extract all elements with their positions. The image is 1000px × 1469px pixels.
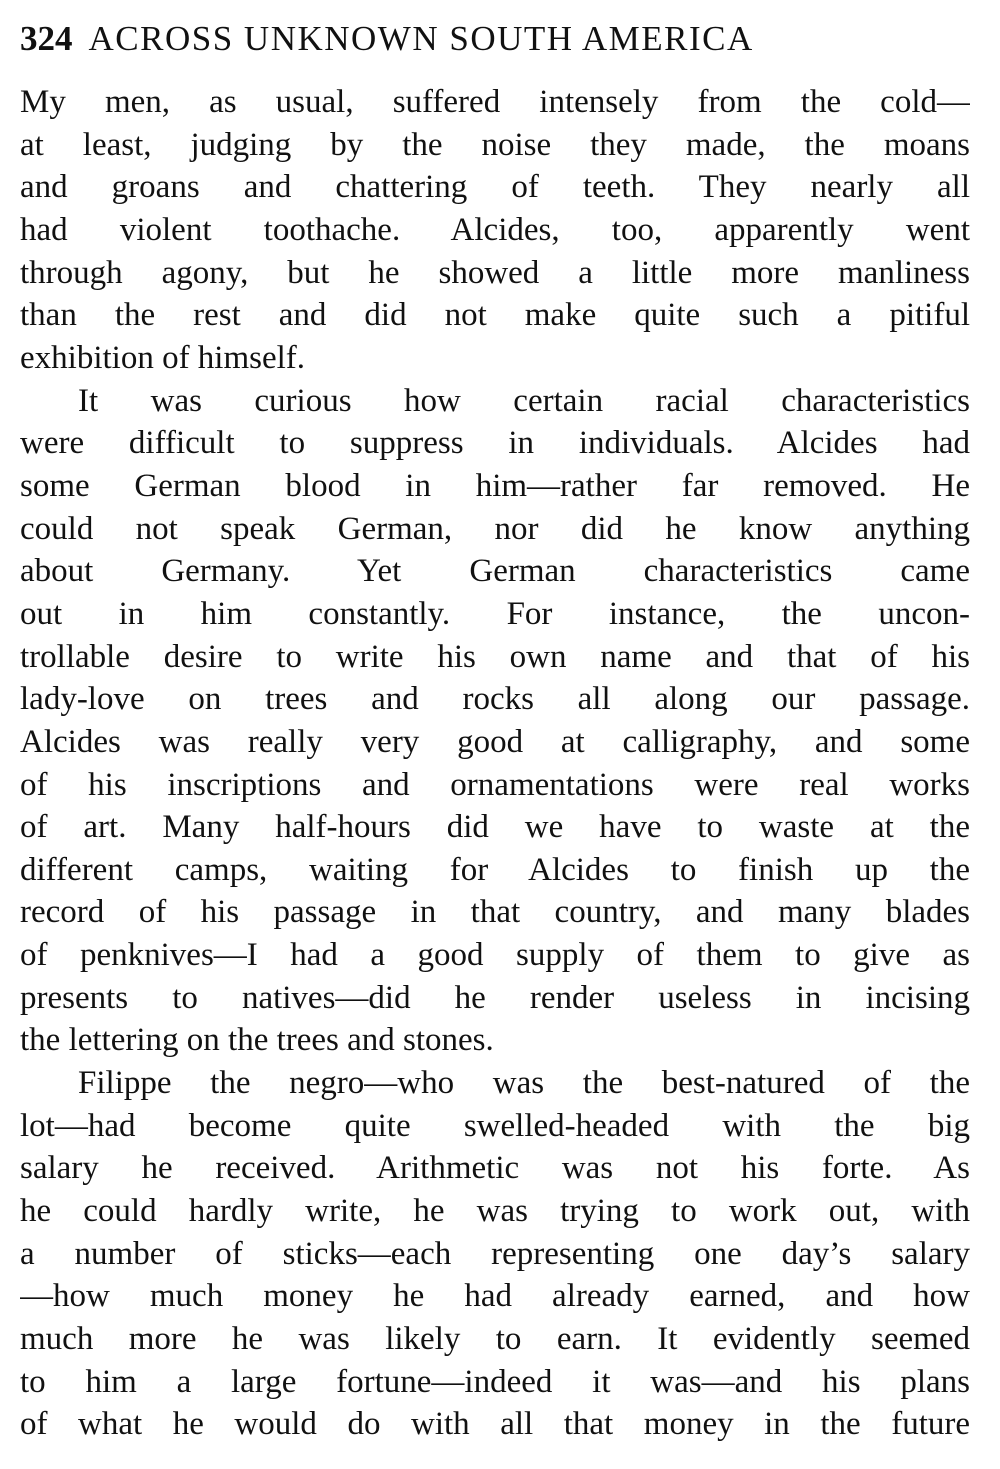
text-line: at least, judging by the noise they made, the moans [20,126,970,163]
text-line: than the rest and did not make quite such a pitiful [20,297,970,334]
text-line: a number of sticks—each representing one day’s salary [20,1235,970,1272]
text-line: of art. Many half-hours did we have to waste at the [20,809,970,846]
text-line: some German blood in him—rather far removed. He [20,467,970,504]
running-head [20,14,970,64]
text-line: record of his passage in that country, and many blades [20,894,970,931]
text-line: and groans and chattering of teeth. They nearly all [20,169,970,206]
paragraph [20,380,970,1063]
text-line: presents to natives—did he render useless in incising [20,979,970,1016]
text-line: to him a large fortune—indeed it was—and his plans [20,1363,970,1400]
text-line: lady-love on trees and rocks all along our passage. [20,681,970,718]
text-line: exhibition of himself. [20,339,306,376]
book-page [20,14,970,1446]
page-number: 324 [20,19,73,58]
text-line: My men, as usual, suffered intensely from the cold— [20,84,970,120]
text-line: different camps, waiting for Alcides to finish up the [20,851,970,888]
text-line: about Germany. Yet German characteristics came [20,553,970,590]
text-line: of penknives—I had a good supply of them to give as [20,937,970,974]
text-line: Alcides was really very good at calligraphy, and some [20,723,970,760]
text-line: lot—had become quite swelled-headed with the big [20,1107,970,1144]
body-text [20,81,970,1446]
book-title: ACROSS UNKNOWN SOUTH AMERICA [88,19,754,58]
text-line: out in him constantly. For instance, the uncon- [20,595,970,632]
paragraph [20,81,970,380]
text-line: could not speak German, nor did he know anything [20,510,970,547]
text-line: —how much money he had already earned, and how [20,1278,970,1315]
text-line: Filippe the negro—who was the best-natured of the [78,1065,970,1102]
text-line: of what he would do with all that money in the future [20,1406,970,1443]
text-line: the lettering on the trees and stones. [20,1022,494,1059]
text-line: trollable desire to write his own name and that of his [20,638,970,675]
text-line: were difficult to suppress in individuals. Alcides had [20,425,970,462]
text-line: It was curious how certain racial characteristics [78,382,970,419]
text-line: salary he received. Arithmetic was not his forte. As [20,1150,970,1187]
paragraph [20,1062,970,1446]
text-line: much more he was likely to earn. It evidently seemed [20,1321,970,1358]
text-line: of his inscriptions and ornamentations were real works [20,766,970,803]
text-line: through agony, but he showed a little more manliness [20,254,970,291]
text-line: had violent toothache. Alcides, too, apparently went [20,211,970,248]
text-line: he could hardly write, he was trying to work out, with [20,1193,970,1230]
